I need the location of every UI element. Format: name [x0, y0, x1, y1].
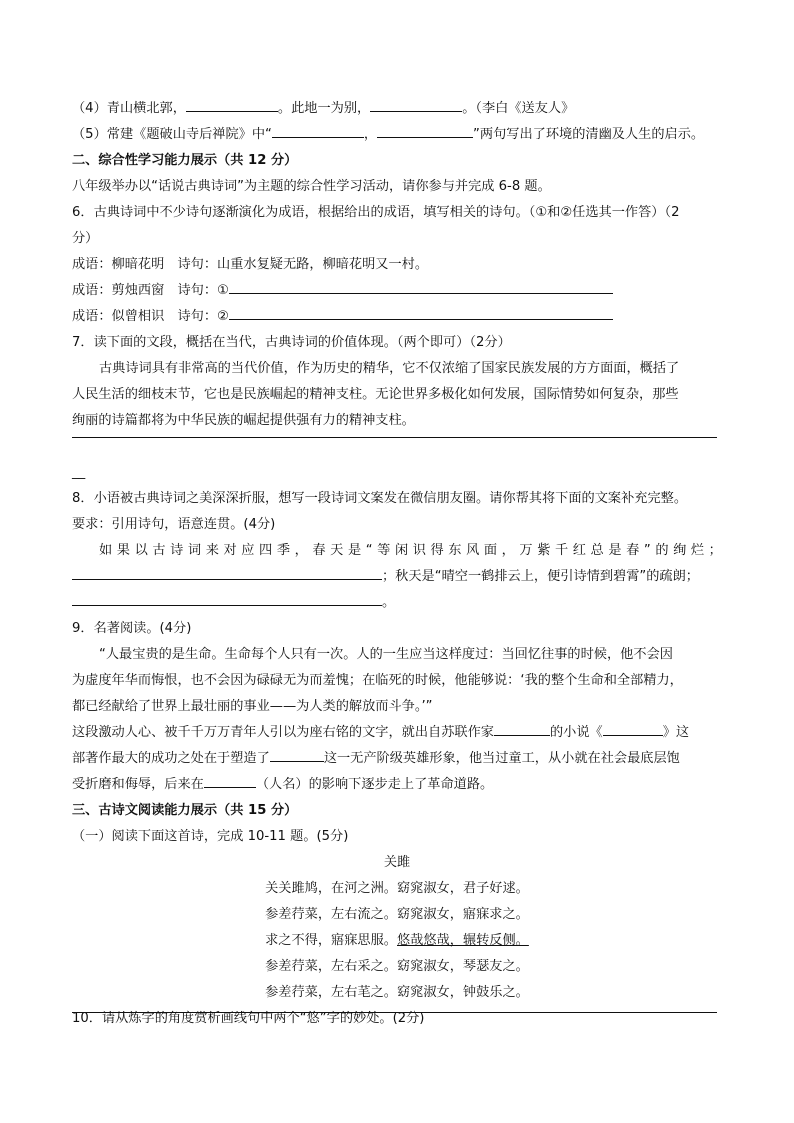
q9-text: 这一无产阶级英雄形象，他当过童工，从小就在社会最底层饱 — [323, 751, 680, 766]
poem-line: 关关雎鸠，在河之洲。窈窕淑女，君子好逑。 — [265, 881, 529, 896]
q8-sentence-3 — [72, 590, 722, 616]
q8-char: 烂 — [690, 543, 705, 558]
answer-blank[interactable] — [603, 720, 663, 736]
q9-text: 部著作最大的成功之处在于塑造了 — [72, 751, 270, 766]
q9-text: 的小说《 — [550, 725, 603, 740]
answer-blank[interactable] — [229, 304, 613, 320]
q9-text: 这段激动人心、被千千万万青年人引以为座右铭的文字，就出自苏联作家 — [72, 725, 494, 740]
q10-answer-line[interactable] — [72, 1012, 717, 1013]
q8-char: 四 — [259, 543, 273, 558]
q8-char: ” — [643, 543, 651, 558]
answer-blank[interactable] — [72, 564, 382, 580]
answer-blank[interactable] — [370, 96, 462, 112]
q8-char: 等 — [377, 543, 391, 558]
q9-text: （人名）的影响下逐步走上了革命道路。 — [255, 777, 494, 792]
q8-char: “ — [365, 543, 373, 558]
q8-char: 红 — [572, 543, 586, 558]
section-3-title: 三、古诗文阅读能力展示（共 15 分） — [72, 803, 298, 818]
q5-text: （5）常建《题破山寺后禅院》中“ — [72, 127, 272, 142]
q8-char: 如 — [99, 543, 113, 558]
q8-char: 春 — [626, 543, 640, 558]
poem-line: 参差荇菜，左右芼之。窈窕淑女，钟鼓乐之。 — [265, 985, 529, 1000]
q8-char: 紫 — [537, 543, 551, 558]
q8-char: ， — [501, 543, 515, 558]
answer-blank[interactable] — [272, 122, 364, 138]
section-3-subtitle: （一）阅读下面这首诗，完成 10-11 题。(5分) — [72, 829, 349, 844]
q9-quote-line: “人最宝贵的是生命。生命每个人只有一次。人的一生应当这样度过：当回忆往事的时候，他不会因 — [99, 647, 673, 662]
q8-char: 东 — [448, 543, 462, 558]
q8-char: 果 — [116, 543, 130, 558]
q9-line-5 — [72, 746, 722, 772]
q8-text: ；秋天是“晴空一鹤排云上，便引诗情到碧霄”的疏朗； — [382, 569, 699, 584]
q8-sentence-1 — [72, 538, 722, 564]
poem-line: 参差荇菜，左右采之。窈窕淑女，琴瑟友之。 — [265, 959, 529, 974]
q9-quote-line: 都已经献给了世界上最壮丽的事业——为人类的解放而斗争。’” — [72, 699, 433, 714]
q6-row-label: 成语：剪烛西窗 诗句：① — [72, 283, 229, 298]
exam-page — [72, 96, 722, 1032]
answer-blank[interactable] — [72, 590, 382, 606]
q8-sentence-2 — [72, 564, 722, 590]
q8-char: 得 — [430, 543, 444, 558]
q8-text: 。 — [382, 595, 396, 610]
q6-row-2 — [72, 278, 722, 304]
poem-text: 求之不得，寤寐思服。 — [265, 933, 397, 948]
q8-char: 天 — [330, 543, 344, 558]
q7-answer-dash: __ — [72, 465, 86, 480]
answer-blank[interactable] — [494, 720, 550, 736]
answer-blank[interactable] — [270, 746, 324, 762]
q8-title: 8．小语被古典诗词之美深深折服，想写一段诗词文案发在微信朋友圈。请你帮其将下面的文案补充完整。 — [72, 491, 688, 506]
question-4 — [72, 96, 722, 122]
poem-underlined-text: 悠哉悠哉，辗转反侧。 — [397, 933, 529, 948]
answer-blank[interactable] — [377, 122, 473, 138]
q8-char: 闲 — [394, 543, 409, 558]
q6-row-1: 成语：柳暗花明 诗句：山重水复疑无路，柳暗花明又一村。 — [72, 257, 429, 272]
q8-char: 万 — [519, 543, 533, 558]
q6-title-cont: 分） — [72, 231, 99, 246]
q9-line-4 — [72, 720, 722, 746]
answer-blank[interactable] — [229, 278, 613, 294]
section-2-intro: 八年级举办以“话说古典诗词”为主题的综合性学习活动，请你参与并完成 6-8 题。 — [72, 179, 551, 194]
q8-char: 季 — [276, 543, 290, 558]
q7-title: 7．读下面的文段，概括在当代，古典诗词的价值体现。（两个即可）（2分） — [72, 335, 511, 350]
answer-blank[interactable] — [204, 772, 256, 788]
q8-requirement: 要求：引用诗句，语意连贯。(4分) — [72, 517, 276, 532]
q8-char: 词 — [187, 543, 202, 558]
q5-text: ”两句写出了环境的清幽及人生的启示。 — [473, 127, 705, 142]
q8-char: 古 — [152, 543, 166, 558]
q8-char: ； — [708, 543, 722, 558]
q8-char: 绚 — [673, 543, 687, 558]
q8-char: 应 — [241, 543, 255, 558]
q6-row-label: 成语：似曾相识 诗句：② — [72, 309, 229, 324]
q8-char: 风 — [466, 543, 480, 558]
poem-line-underlined — [72, 928, 722, 954]
q8-char: 是 — [347, 543, 362, 558]
q8-char: 以 — [134, 543, 148, 558]
q7-paragraph-line: 古典诗词具有非常高的当代价值，作为历史的精华，它不仅浓缩了国家民族发展的方方面面，概括了 — [99, 361, 680, 376]
q7-paragraph-line: 人民生活的细枝末节，它也是民族崛起的精神支柱。无论世界多极化如何发展，国际情势如何复杂，那些 — [72, 387, 679, 402]
q8-char: 春 — [312, 543, 326, 558]
question-5 — [72, 122, 722, 148]
q4-text: 。此地一为别， — [277, 101, 371, 116]
q4-text: （4）青山横北郭， — [72, 101, 186, 116]
q8-char: 对 — [223, 543, 237, 558]
q8-char: 识 — [412, 543, 426, 558]
q8-char: 的 — [655, 543, 669, 558]
q9-title: 9．名著阅读。(4分) — [72, 621, 192, 636]
poem-line: 参差荇菜，左右流之。窈窕淑女，寤寐求之。 — [265, 907, 529, 922]
q9-text: 受折磨和侮辱，后来在 — [72, 777, 204, 792]
q8-char: 是 — [608, 543, 622, 558]
q9-line-6 — [72, 772, 722, 798]
q10-title: 10．请从炼字的角度赏析画线句中两个“悠”字的妙处。(2分) — [72, 1011, 425, 1026]
poem-title: 关雎 — [383, 855, 411, 870]
q8-char: 千 — [554, 543, 569, 558]
q8-char: 总 — [590, 543, 604, 558]
section-2-title: 二、综合性学习能力展示（共 12 分） — [72, 153, 298, 168]
q6-row-3 — [72, 304, 722, 330]
q8-char: 面 — [483, 543, 498, 558]
q8-char: ， — [294, 543, 308, 558]
q4-text: 。（李白《送友人》 — [462, 101, 575, 116]
q9-text: 》这 — [662, 725, 690, 740]
answer-blank[interactable] — [186, 96, 278, 112]
q9-quote-line: 为虚度年华而悔恨，也不会因为碌碌无为而羞愧；在临死的时候，他能够说：‘我的整个生命和全部精力， — [72, 673, 683, 688]
q8-char: 诗 — [170, 543, 184, 558]
q8-char: 来 — [205, 543, 219, 558]
q7-paragraph-line: 绚丽的诗篇都将为中华民族的崛起提供强有力的精神支柱。 — [72, 413, 415, 428]
q5-text: ， — [363, 127, 378, 142]
q7-answer-line[interactable] — [72, 437, 717, 438]
q6-title: 6．古典诗词中不少诗句逐渐演化为成语，根据给出的成语，填写相关的诗句。（①和②任选其一作答）（2 — [72, 205, 680, 220]
